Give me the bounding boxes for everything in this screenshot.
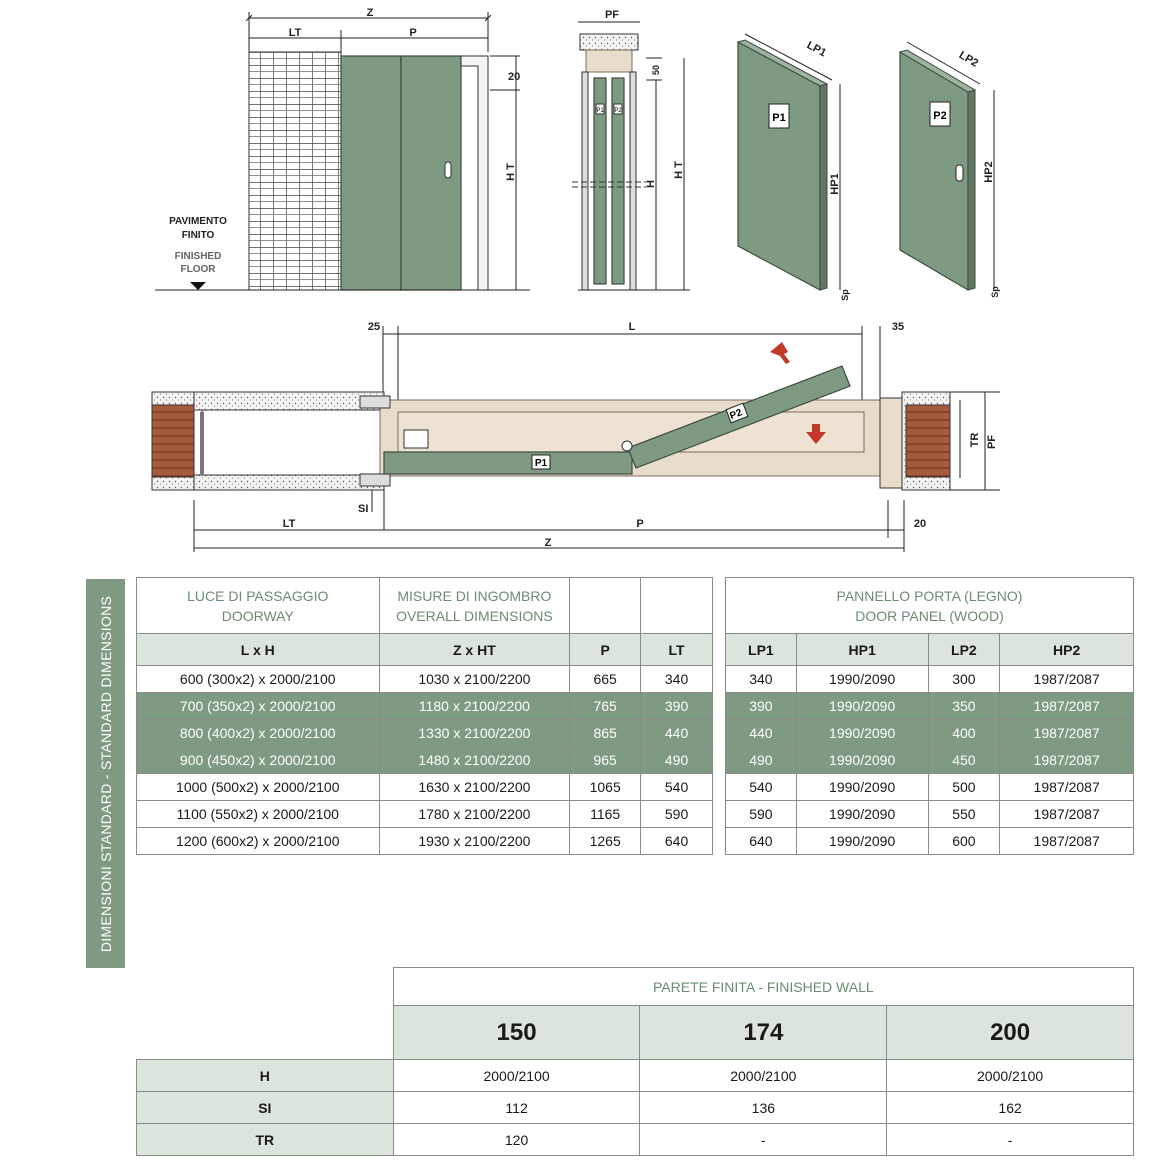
table-cell: 900 (450x2) x 2000/2100 <box>137 747 380 774</box>
side-section <box>572 9 690 290</box>
table-cell: 865 <box>570 720 641 747</box>
dimensions-table-left <box>136 577 713 855</box>
panel1-hp-label: HP1 <box>829 173 841 195</box>
table-cell <box>137 1006 394 1060</box>
table-row <box>726 828 1134 855</box>
side-tab <box>86 579 125 968</box>
dim-ht-label: H T <box>505 163 517 181</box>
table-cell: 1930 x 2100/2200 <box>379 828 570 855</box>
section-p2: P2 <box>614 108 622 114</box>
col-lp1: LP1 <box>726 634 797 666</box>
table-cell: 1987/2087 <box>1000 774 1134 801</box>
table-row <box>137 747 713 774</box>
panel2-hp-label: HP2 <box>983 161 995 183</box>
table-cell: 1330 x 2100/2200 <box>379 720 570 747</box>
table-cell: 1990/2090 <box>796 666 928 693</box>
table-cell: 1780 x 2100/2200 <box>379 801 570 828</box>
col-zxht: Z x HT <box>379 634 570 666</box>
table-row <box>137 828 713 855</box>
table-cell: 1987/2087 <box>1000 747 1134 774</box>
panel1-label: P1 <box>772 112 786 124</box>
table-cell: 450 <box>928 747 1000 774</box>
table-cell: 440 <box>641 720 713 747</box>
table-cell: 1200 (600x2) x 2000/2100 <box>137 828 380 855</box>
table-cell: 1990/2090 <box>796 828 928 855</box>
table-cell: 640 <box>641 828 713 855</box>
table-cell: 120 <box>393 1124 640 1156</box>
floor-arrow-icon <box>190 282 206 290</box>
table-cell: 340 <box>726 666 797 693</box>
table-row <box>137 774 713 801</box>
plan-p-label: P <box>636 518 644 530</box>
finished-wall-title: PARETE FINITA - FINISHED WALL <box>393 968 1133 1006</box>
table-row <box>726 693 1134 720</box>
section-p1: P1 <box>596 108 604 114</box>
table-cell: 1100 (550x2) x 2000/2100 <box>137 801 380 828</box>
table-cell: 1065 <box>570 774 641 801</box>
col-lxh: L x H <box>137 634 380 666</box>
table-cell: 1987/2087 <box>1000 666 1134 693</box>
table-row <box>137 1092 1134 1124</box>
plan-si-label: SI <box>358 503 369 515</box>
table-cell: 1990/2090 <box>796 693 928 720</box>
dim-lt-label: LT <box>288 27 302 39</box>
table-row <box>726 801 1134 828</box>
col-lt: LT <box>641 634 713 666</box>
panel-p1 <box>738 34 850 301</box>
section-h-label: H <box>645 180 657 188</box>
table-row <box>137 1060 1134 1092</box>
table-cell: 965 <box>570 747 641 774</box>
table-cell: - <box>887 1124 1134 1156</box>
table-cell: 1990/2090 <box>796 801 928 828</box>
plan-35-label: 35 <box>891 321 905 333</box>
panel2-lp-label: LP2 <box>956 49 981 70</box>
plan-tr-label: TR <box>969 432 981 448</box>
section-pf-label: PF <box>604 9 620 21</box>
table-cell <box>641 578 713 634</box>
table-cell: 1030 x 2100/2200 <box>379 666 570 693</box>
table-cell: 1180 x 2100/2200 <box>379 693 570 720</box>
panel1-sp-label: Sp <box>840 289 850 301</box>
row-label-h: H <box>137 1060 394 1092</box>
floor-it-1: PAVIMENTO <box>169 216 227 227</box>
table-cell: 1987/2087 <box>1000 801 1134 828</box>
plan-lt-label: LT <box>282 518 296 530</box>
plan-25-label: 25 <box>367 321 381 333</box>
panel2-sp-label: Sp <box>990 286 1000 298</box>
panel-p2 <box>900 42 1000 298</box>
table-header-row <box>137 578 713 634</box>
col-p: P <box>570 634 641 666</box>
table-cell: 590 <box>641 801 713 828</box>
table-cell: 490 <box>726 747 797 774</box>
plan-pf-label: PF <box>986 434 998 450</box>
table-cell: 765 <box>570 693 641 720</box>
table-row <box>726 747 1134 774</box>
table-cell: 440 <box>726 720 797 747</box>
table-row <box>137 1124 1134 1156</box>
table-cell: 1630 x 2100/2200 <box>379 774 570 801</box>
table-cell: 162 <box>887 1092 1134 1124</box>
plan-l-label: L <box>628 321 636 333</box>
plan-20-label: 20 <box>913 518 927 530</box>
table-row <box>726 774 1134 801</box>
section-50-label: 50 <box>651 64 661 76</box>
table-header-row <box>137 968 1134 1006</box>
front-elevation <box>155 7 530 290</box>
table-cell: 136 <box>640 1092 887 1124</box>
table-cell: 1990/2090 <box>796 774 928 801</box>
dim-z-label: Z <box>366 7 374 19</box>
plan-p1: P1 <box>534 458 548 469</box>
table-cell: 1265 <box>570 828 641 855</box>
table-cell: 300 <box>928 666 1000 693</box>
row-label-tr: TR <box>137 1124 394 1156</box>
table-cell: 1987/2087 <box>1000 693 1134 720</box>
table-cell: 340 <box>641 666 713 693</box>
table-cell: 400 <box>928 720 1000 747</box>
table-cell: 1987/2087 <box>1000 828 1134 855</box>
table-cell: 590 <box>726 801 797 828</box>
table-cell: 2000/2100 <box>393 1060 640 1092</box>
table-cell: 1990/2090 <box>796 720 928 747</box>
dim-20-label: 20 <box>508 71 521 83</box>
side-tab-text: DIMENSIONI STANDARD - STANDARD DIMENSIONS <box>97 595 114 952</box>
table-cell: 2000/2100 <box>640 1060 887 1092</box>
plan-p2: P2 <box>728 407 744 422</box>
panel2-label: P2 <box>933 110 947 122</box>
overall-header: MISURE DI INGOMBRO OVERALL DIMENSIONS <box>379 578 570 634</box>
table-cell: - <box>640 1124 887 1156</box>
table-row <box>726 666 1134 693</box>
table-cell: 700 (350x2) x 2000/2100 <box>137 693 380 720</box>
col-hp2: HP2 <box>1000 634 1134 666</box>
table-cell: 350 <box>928 693 1000 720</box>
table-row <box>137 720 713 747</box>
table-row <box>137 666 713 693</box>
table-cell: 390 <box>726 693 797 720</box>
table-cell: 2000/2100 <box>887 1060 1134 1092</box>
table-cell: 640 <box>726 828 797 855</box>
wall-col-150: 150 <box>393 1006 640 1060</box>
table-cell: 600 <box>928 828 1000 855</box>
table-cell: 1000 (500x2) x 2000/2100 <box>137 774 380 801</box>
wall-col-174: 174 <box>640 1006 887 1060</box>
section-ht-label: H T <box>673 161 685 179</box>
row-label-si: SI <box>137 1092 394 1124</box>
table-header-row <box>726 578 1134 634</box>
col-hp1: HP1 <box>796 634 928 666</box>
col-lp2: LP2 <box>928 634 1000 666</box>
dimensions-table-right <box>725 577 1134 855</box>
floor-it-2: FINITO <box>181 230 215 241</box>
table-cell: 112 <box>393 1092 640 1124</box>
table-cell: 490 <box>641 747 713 774</box>
door-panel-header: PANNELLO PORTA (LEGNO) DOOR PANEL (WOOD) <box>726 578 1134 634</box>
plan-z-label: Z <box>544 537 552 549</box>
table-cell <box>137 968 394 1006</box>
finished-wall-table <box>136 967 1134 1156</box>
column-header-row <box>726 634 1134 666</box>
technical-drawing <box>0 0 1157 565</box>
column-header-row <box>137 634 713 666</box>
table-cell: 550 <box>928 801 1000 828</box>
table-cell: 1165 <box>570 801 641 828</box>
table-cell: 1990/2090 <box>796 747 928 774</box>
wall-col-200: 200 <box>887 1006 1134 1060</box>
table-cell: 540 <box>726 774 797 801</box>
floor-en-2: FLOOR <box>180 264 216 275</box>
table-cell <box>570 578 641 634</box>
doorway-header: LUCE DI PASSAGGIO DOORWAY <box>137 578 380 634</box>
panel1-lp-label: LP1 <box>804 39 829 60</box>
dim-p-label: P <box>409 27 417 39</box>
plan-view <box>152 321 1000 552</box>
floor-en-1: FINISHED <box>174 251 222 262</box>
table-row <box>137 693 713 720</box>
table-cell: 500 <box>928 774 1000 801</box>
table-cell: 1987/2087 <box>1000 720 1134 747</box>
column-header-row <box>137 1006 1134 1060</box>
table-cell: 665 <box>570 666 641 693</box>
table-cell: 540 <box>641 774 713 801</box>
open-arrow-icon <box>770 342 790 364</box>
table-cell: 600 (300x2) x 2000/2100 <box>137 666 380 693</box>
table-row <box>726 720 1134 747</box>
table-cell: 390 <box>641 693 713 720</box>
table-row <box>137 801 713 828</box>
table-cell: 800 (400x2) x 2000/2100 <box>137 720 380 747</box>
table-cell: 1480 x 2100/2200 <box>379 747 570 774</box>
